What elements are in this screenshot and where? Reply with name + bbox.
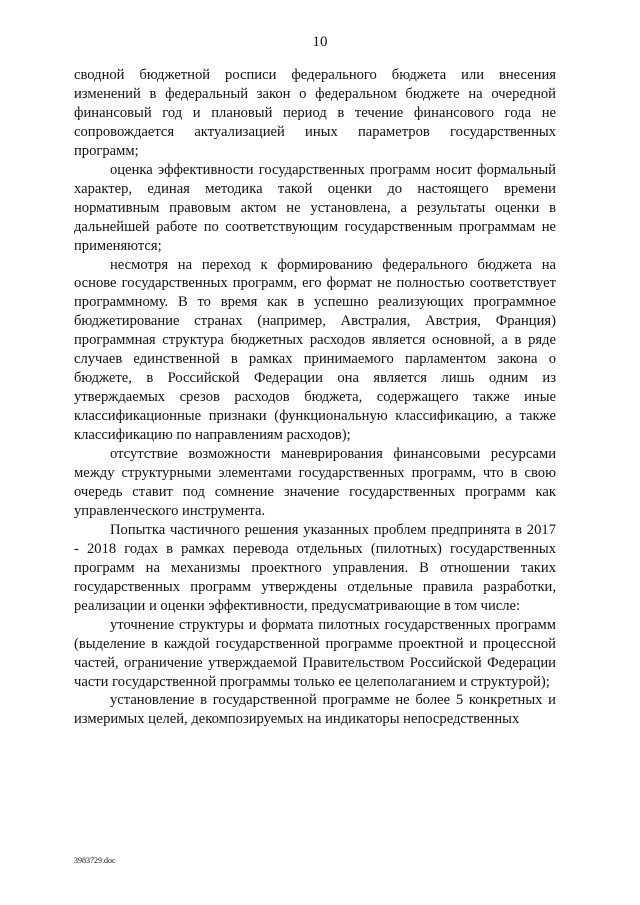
page-number: 10 bbox=[312, 34, 328, 50]
paragraph-budget-schedule: сводной бюджетной росписи федерального бюджета или внесения изменений в федеральный закон о федеральном бюджете на очередной финансовый год и плановый период в течение финансового года не сопровождается актуализацией иных параметров государственных программ; bbox=[74, 67, 556, 159]
paragraph-resource-maneuvering: отсутствие возможности маневрирования финансовыми ресурсами между структурными элементами государственных программ, что в свою очередь ставит под сомнение значение государственных программ как управленческого инструмента. bbox=[74, 446, 556, 519]
document-body bbox=[74, 66, 556, 729]
paragraph-efficiency-assessment: оценка эффективности государственных программ носит формальный характер, единая методика такой оценки до настоящего времени нормативным правовым актом не установлена, а результаты оценки в дальнейшей работе по соответствующим государственным программам не применяются; bbox=[74, 161, 556, 254]
paragraph-structure-clarification: уточнение структуры и формата пилотных государственных программ (выделение в каждой государственной программе проектной и процессной частей, ограничение утверждаемой Правительством Российской Федерации части государственной программы только ее целеполаганием и структурой); bbox=[74, 616, 556, 690]
footer-document-code: 3983729.doc bbox=[74, 856, 116, 865]
paragraph-budget-format: несмотря на переход к формированию федерального бюджета на основе государственных программ, его формат не полностью соответствует программному. В то время как в успешно реализующих программное бюджетирование странах (например, Австралия, Австрия, Франция) программная структура бюджетных расходов является основной, а в ряде случаев единственной в рамках принимаемого парламентом закона о бюджете, в Российской Федерации она является лишь одним из утверждаемых срезов расходов бюджета, содержащего также иные классификационные признаки (функциональную классификацию, а также классификацию по направлениям расходов); bbox=[74, 256, 556, 444]
paragraph-goals-limit: установление в государственной программе не более 5 конкретных и измеримых целей, декомпозируемых на индикаторы непосредственных bbox=[74, 692, 556, 728]
paragraph-pilot-programs: Попытка частичного решения указанных проблем предпринята в 2017 - 2018 годах в рамках перевода отдельных (пилотных) государственных программ на механизмы проектного управления. В отношении таких государственных программ утверждены отдельные правила разработки, реализации и оценки эффективности, предусматривающие в том числе: bbox=[74, 521, 556, 614]
